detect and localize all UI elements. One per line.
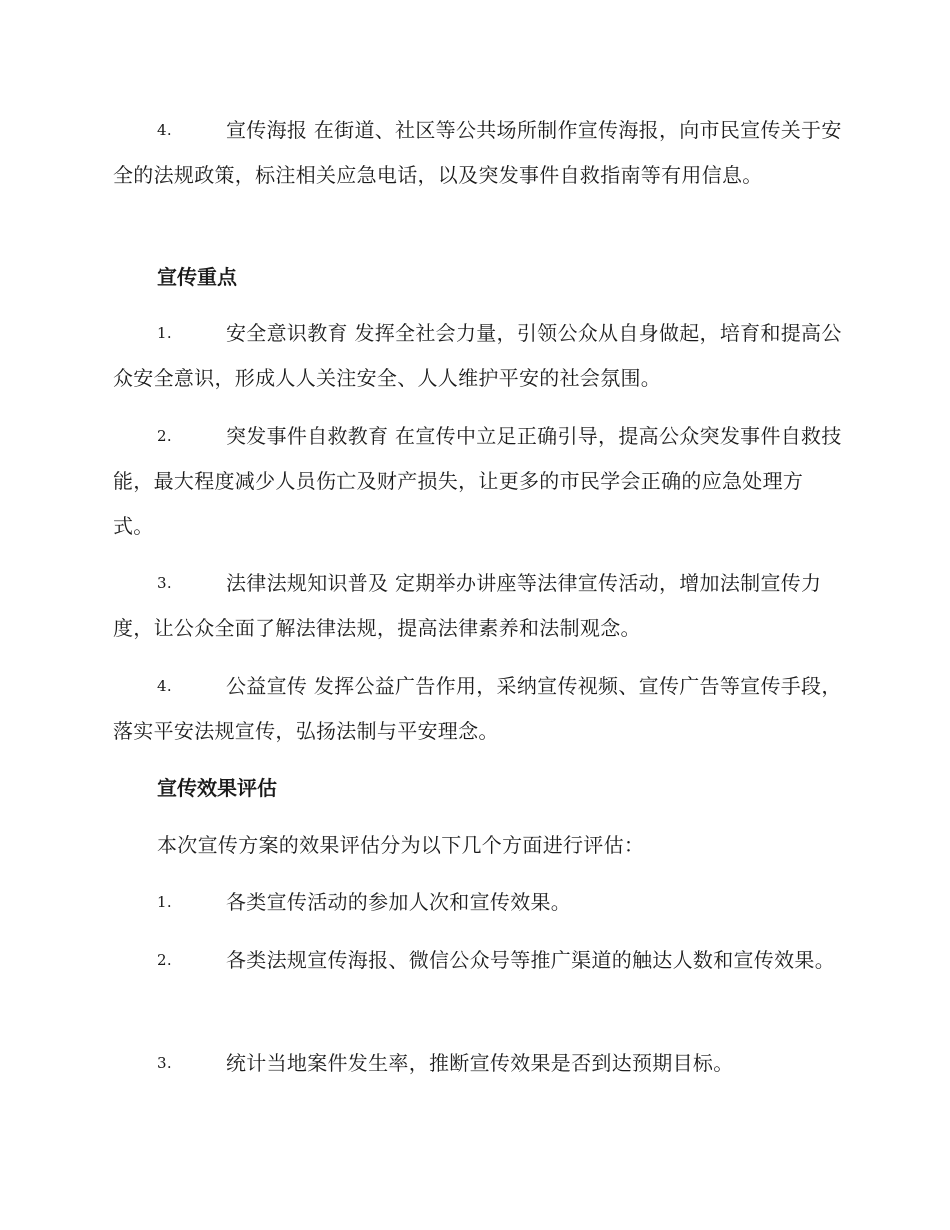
list-item xyxy=(113,414,843,549)
list-text: 各类法规宣传海报、微信公众号等推广渠道的触达人数和宣传效果。 xyxy=(226,948,835,972)
list-text: 公益宣传 发挥公益广告作用，采纳宣传视频、宣传广告等宣传手段，落实平安法规宣传，弘扬法制与平安理念。 xyxy=(113,674,842,743)
list-text: 安全意识教育 发挥全社会力量，引领公众从自身做起，培育和提高公众安全意识，形成人人关注安全、人人维护平安的社会氛围。 xyxy=(113,321,842,390)
list-text: 统计当地案件发生率，推断宣传效果是否到达预期目标。 xyxy=(226,1051,734,1075)
paragraph: 本次宣传方案的效果评估分为以下几个方面进行评估： xyxy=(157,833,645,857)
list-text: 宣传海报 在街道、社区等公共场所制作宣传海报，向市民宣传关于安全的法规政策，标注相关应急电话，以及突发事件自救指南等有用信息。 xyxy=(113,118,842,187)
list-item xyxy=(113,938,843,983)
list-item xyxy=(113,311,843,401)
list-text: 法律法规知识普及 定期举办讲座等法律宣传活动，增加法制宣传力度，让公众全面了解法律法规，提高法律素养和法制观念。 xyxy=(113,571,822,640)
list-number: 2. xyxy=(157,427,172,445)
list-item xyxy=(113,1041,843,1086)
list-number: 4. xyxy=(157,677,172,695)
list-number: 3. xyxy=(157,574,172,592)
list-item xyxy=(113,108,843,198)
list-text: 各类宣传活动的参加人次和宣传效果。 xyxy=(226,890,572,914)
list-number: 1. xyxy=(157,324,172,342)
list-item xyxy=(113,664,843,754)
list-item xyxy=(113,880,843,925)
list-number: 4. xyxy=(157,121,172,139)
list-number: 3. xyxy=(157,1054,172,1072)
section-heading: 宣传重点 xyxy=(157,265,237,289)
list-text: 突发事件自救教育 在宣传中立足正确引导，提高公众突发事件自救技能，最大程度减少人员伤亡及财产损失，让更多的市民学会正确的应急处理方式。 xyxy=(113,424,842,538)
section-heading: 宣传效果评估 xyxy=(157,776,277,800)
list-number: 2. xyxy=(157,951,172,969)
list-number: 1. xyxy=(157,893,172,911)
list-item xyxy=(113,561,843,651)
